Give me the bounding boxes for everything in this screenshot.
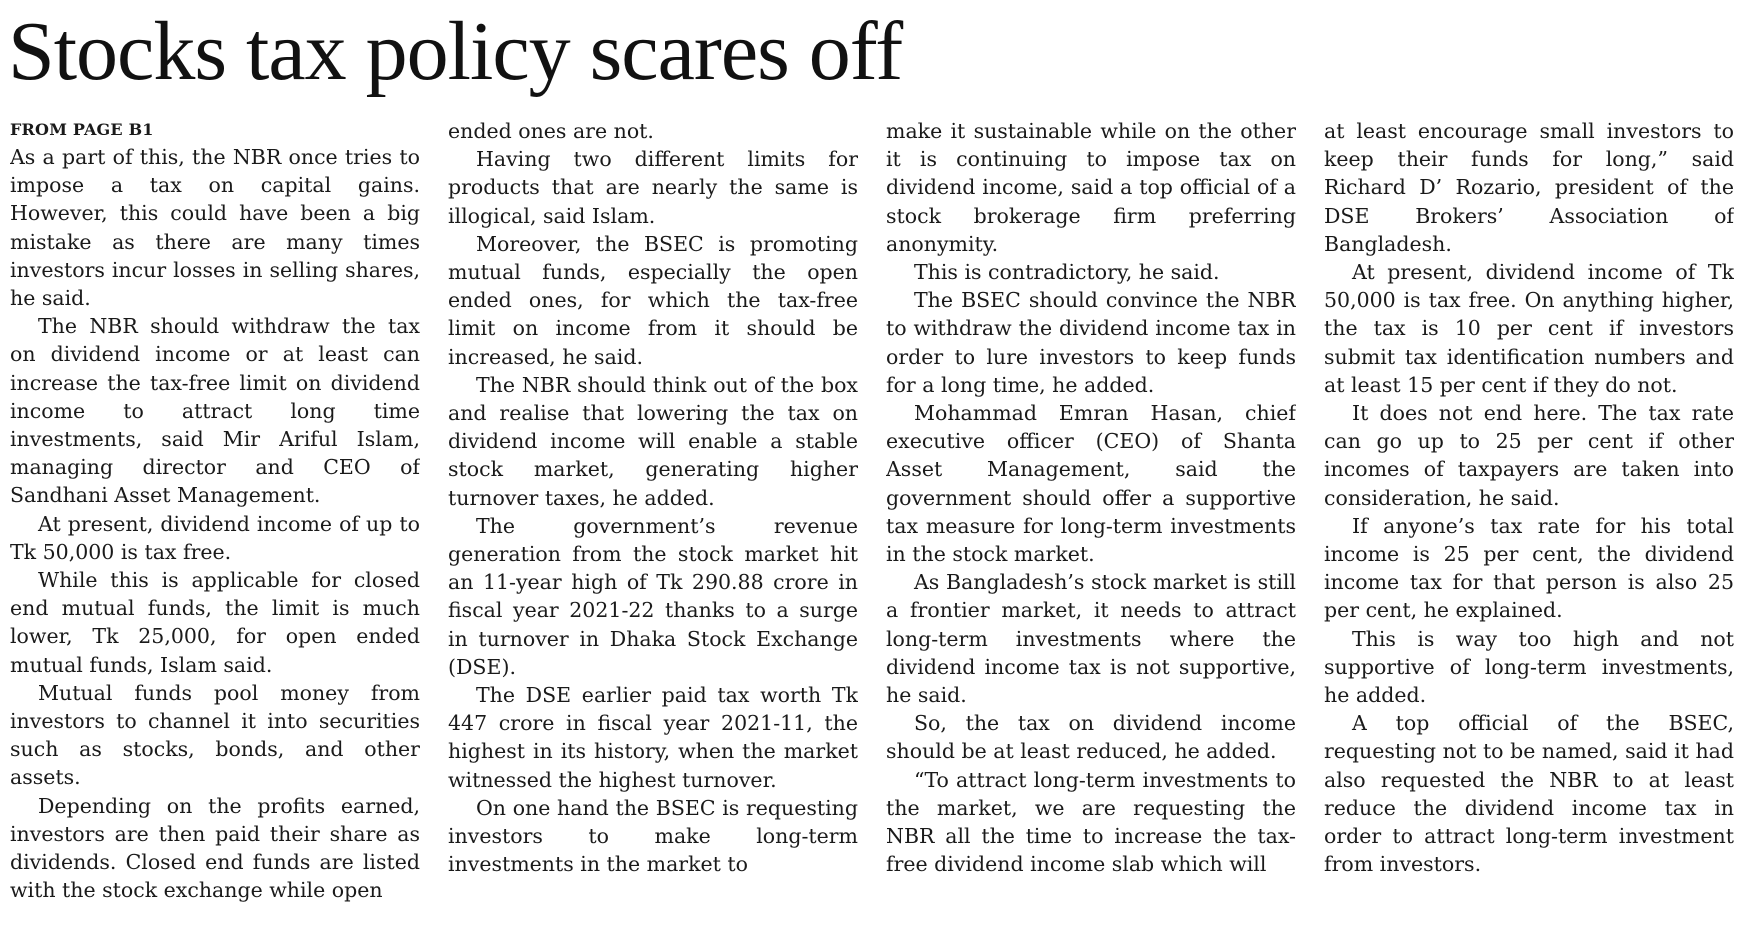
paragraph: At present, dividend income of Tk 50,000 is tax free. On anything higher, the tax is 10 per cent if investors submit tax identification numbers and at least 15 per cent if they do not.: [1324, 260, 1734, 397]
paragraph: at least encourage small investors to keep their funds for long,” said Richard D’ Rozario, president of the DSE Brokers’ Association of Bangladesh.: [1324, 119, 1734, 256]
paragraph: On one hand the BSEC is requesting investors to make long-term investments in the market to: [448, 795, 858, 877]
paragraph: It does not end here. The tax rate can go up to 25 per cent if other incomes of taxpayers are taken into consideration, he said.: [1324, 401, 1734, 510]
paragraph: A top official of the BSEC, requesting not to be named, said it had also requested the NBR to at least reduce the dividend income tax in order to attract long-term investment from investors.: [1324, 711, 1734, 877]
paragraph: As Bangladesh’s stock market is still a frontier market, it needs to attract long-term investments where the dividend income tax is not supportive, he said.: [886, 570, 1296, 708]
paragraph: Depending on the profits earned, investors are then paid their share as dividends. Closed end funds are listed with the stock exchange while open: [10, 793, 420, 903]
paragraph: The government’s revenue generation from the stock market hit an 11-year high of Tk 290.88 crore in fiscal year 2021-22 thanks to a surge in turnover in Dhaka Stock Exchange (DSE).: [448, 513, 858, 679]
paragraph: At present, dividend income of up to Tk 50,000 is tax free.: [10, 511, 420, 564]
paragraph: ended ones are not.: [448, 119, 654, 143]
paragraph: If anyone’s tax rate for his total income is 25 per cent, the dividend income tax for that person is also 25 per cent, he explained.: [1324, 513, 1734, 623]
paragraph: make it sustainable while on the other it is continuing to impose tax on dividend income, said a top official of a stock brokerage firm preferring anonymity.: [886, 119, 1296, 256]
article-body: [10, 117, 1734, 933]
paragraph: This is contradictory, he said.: [914, 260, 1220, 285]
paragraph: The BSEC should convince the NBR to withdraw the dividend income tax in order to lure investors to keep funds for a long time, he added.: [886, 288, 1296, 397]
paragraph: So, the tax on dividend income should be at least reduced, he added.: [886, 711, 1296, 764]
paragraph: This is way too high and not supportive of long-term investments, he added.: [1324, 626, 1734, 708]
paragraph: Mutual funds pool money from investors to channel it into securities such as stocks, bonds, and other assets.: [10, 680, 420, 790]
column-1: [10, 117, 420, 933]
column-4: [1324, 117, 1734, 933]
paragraph: The NBR should withdraw the tax on dividend income or at least can increase the tax-free limit on dividend income to attract long time investments, said Mir Ariful Islam, managing director and CEO of Sandhani Asset Management.: [10, 314, 420, 508]
paragraph: The NBR should think out of the box and realise that lowering the tax on dividend income will enable a stable stock market, generating higher turnover taxes, he added.: [448, 372, 858, 510]
column-3: [886, 117, 1296, 933]
jump-line: FROM PAGE B1: [10, 120, 154, 139]
paragraph: The DSE earlier paid tax worth Tk 447 crore in fiscal year 2021-11, the highest in its history, when the market witnessed the highest turnover.: [448, 683, 858, 792]
paragraph: Mohammad Emran Hasan, chief executive officer (CEO) of Shanta Asset Management, said the government should offer a supportive tax measure for long-term investments in the stock market.: [886, 401, 1296, 567]
column-2: [448, 117, 858, 933]
paragraph: While this is applicable for closed end mutual funds, the limit is much lower, Tk 25,000, for open ended mutual funds, Islam said.: [10, 568, 420, 677]
paragraph: Having two different limits for products that are nearly the same is illogical, said Islam.: [448, 147, 858, 228]
paragraph: “To attract long-term investments to the market, we are requesting the NBR all the time to increase the tax-free dividend income slab which will: [886, 767, 1296, 877]
headline: Stocks tax policy scares off: [8, 5, 903, 98]
paragraph: As a part of this, the NBR once tries to impose a tax on capital gains. However, this could have been a big mistake as there are many times investors incur losses in selling shares, he said.: [10, 145, 420, 311]
paragraph: Moreover, the BSEC is promoting mutual funds, especially the open ended ones, for which the tax-free limit on income from it should be increased, he said.: [448, 231, 858, 369]
